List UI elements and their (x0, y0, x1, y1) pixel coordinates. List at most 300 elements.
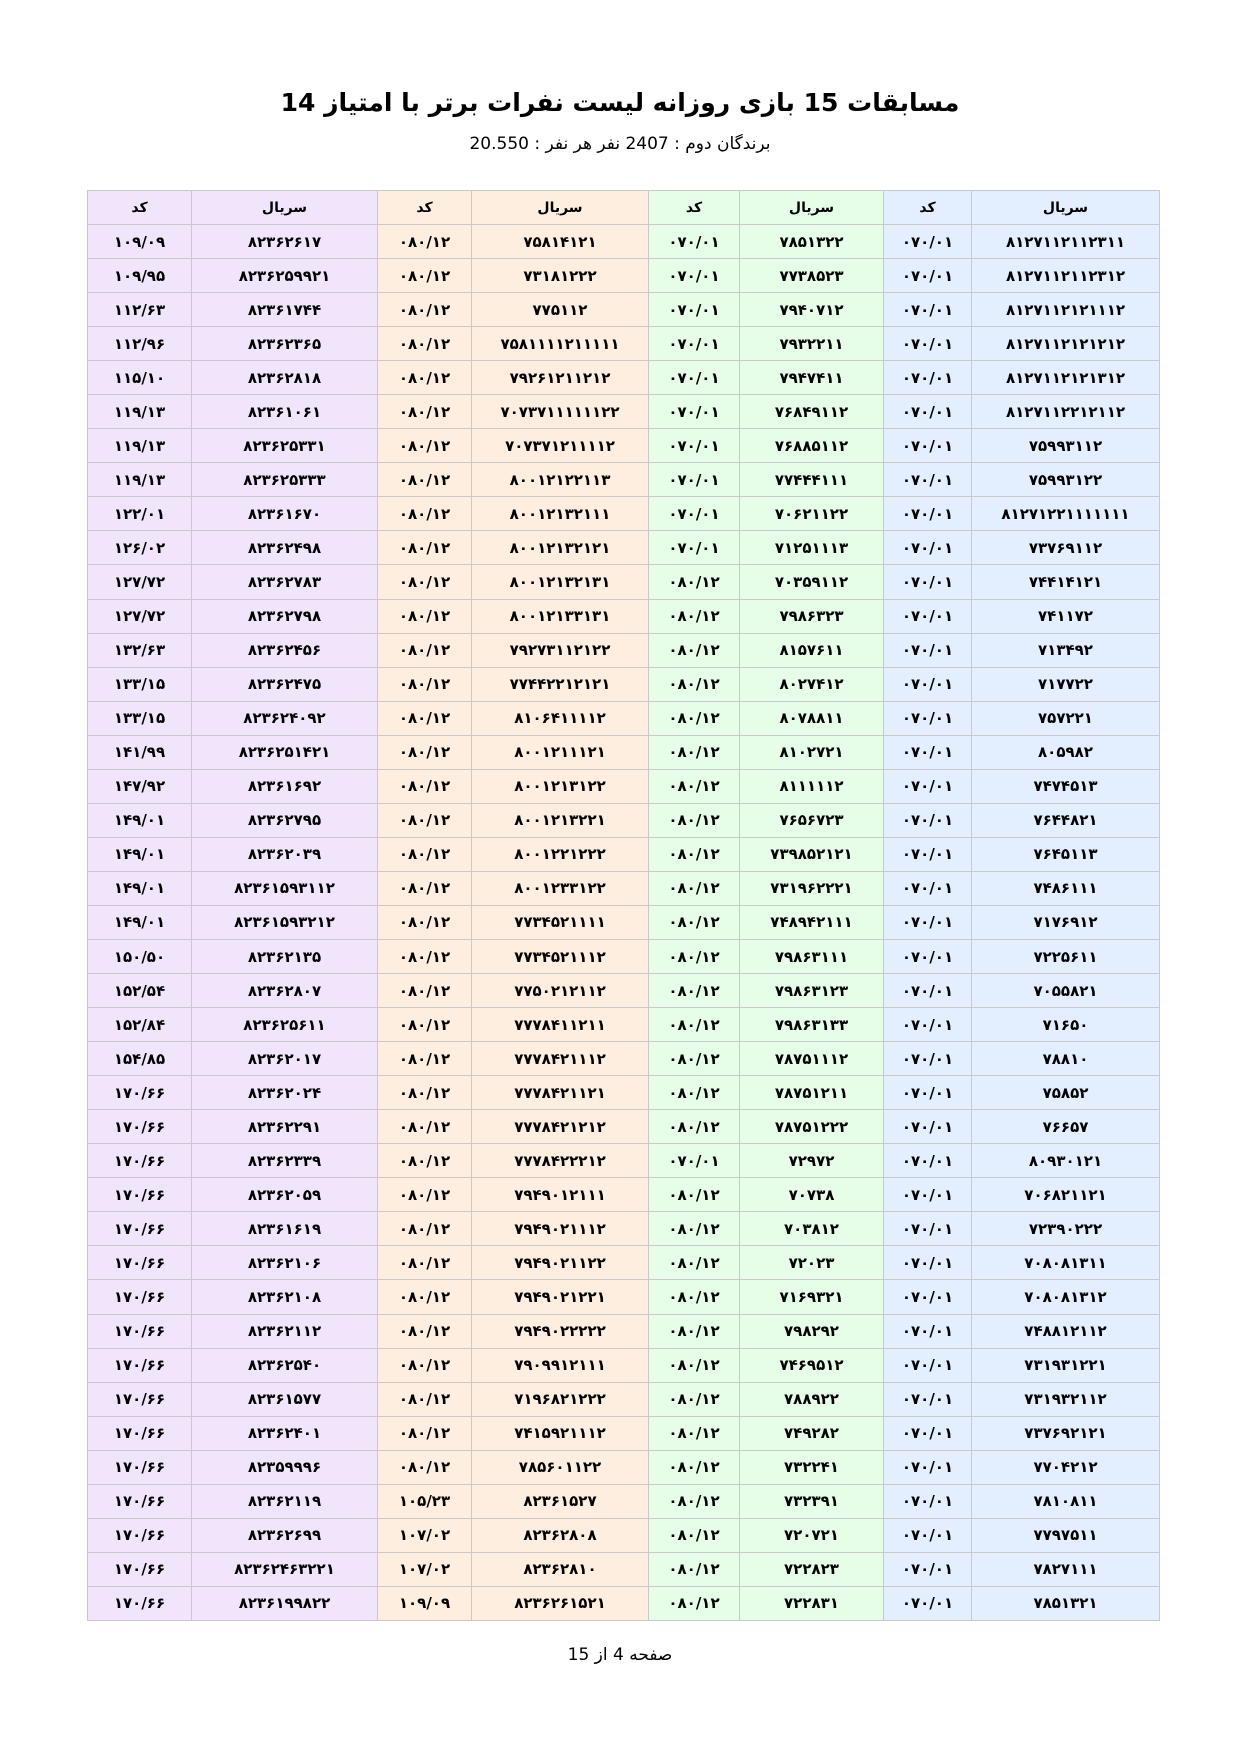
code-cell: ۰۸۰/۱۲ (378, 1042, 472, 1076)
table-row (88, 1042, 1160, 1076)
code-cell: ۰۸۰/۱۲ (649, 1008, 740, 1042)
code-cell: ۰۷۰/۰۱ (884, 1076, 972, 1110)
code-cell: ۰۷۰/۰۱ (649, 327, 740, 361)
code-cell: ۱۷۰/۶۶ (88, 1110, 192, 1144)
code-cell: ۰۸۰/۱۲ (378, 1178, 472, 1212)
serial-cell: ۷۳۲۳۹۱ (740, 1484, 884, 1518)
code-cell: ۰۸۰/۱۲ (649, 1348, 740, 1382)
serial-cell: ۸۲۳۶۲۰۲۴ (192, 1076, 378, 1110)
serial-cell: ۸۲۳۶۲۲۹۱ (192, 1110, 378, 1144)
code-cell: ۰۷۰/۰۱ (649, 1144, 740, 1178)
serial-cell: ۸۲۳۶۲۱۱۹ (192, 1484, 378, 1518)
code-cell: ۱۲۶/۰۲ (88, 531, 192, 565)
code-cell: ۰۸۰/۱۲ (378, 1212, 472, 1246)
serial-cell: ۷۹۸۶۳۱۳۳ (740, 1008, 884, 1042)
serial-cell: ۷۰۷۳۸ (740, 1178, 884, 1212)
table-row (88, 633, 1160, 667)
serial-cell: ۷۵۷۲۲۱ (972, 701, 1160, 735)
code-cell: ۱۲۷/۷۲ (88, 599, 192, 633)
serial-cell: ۸۲۳۶۲۴۹۸ (192, 531, 378, 565)
code-cell: ۱۱۹/۱۳ (88, 395, 192, 429)
code-cell: ۱۴۷/۹۲ (88, 769, 192, 803)
serial-cell: ۸۲۳۶۱۶۹۲ (192, 769, 378, 803)
code-cell: ۰۸۰/۱۲ (649, 667, 740, 701)
code-cell: ۱۳۳/۱۵ (88, 701, 192, 735)
serial-cell: ۷۵۹۹۳۱۱۲ (972, 429, 1160, 463)
table-row (88, 225, 1160, 259)
code-cell: ۰۷۰/۰۱ (649, 395, 740, 429)
serial-cell: ۷۰۸۰۸۱۳۱۱ (972, 1246, 1160, 1280)
table-row (88, 837, 1160, 871)
table-row (88, 1348, 1160, 1382)
code-cell: ۰۷۰/۰۱ (649, 225, 740, 259)
code-cell: ۰۷۰/۰۱ (649, 497, 740, 531)
table-row (88, 1178, 1160, 1212)
code-cell: ۱۷۰/۶۶ (88, 1382, 192, 1416)
column-header-serial: سریال (740, 191, 884, 225)
code-cell: ۰۷۰/۰۱ (884, 327, 972, 361)
code-cell: ۰۷۰/۰۱ (884, 871, 972, 905)
serial-cell: ۸۲۳۶۱۵۹۳۱۱۲ (192, 871, 378, 905)
code-cell: ۰۸۰/۱۲ (649, 1552, 740, 1586)
code-cell: ۰۸۰/۱۲ (378, 701, 472, 735)
code-cell: ۱۴۹/۰۱ (88, 803, 192, 837)
serial-cell: ۷۹۰۹۹۱۲۱۱۱ (472, 1348, 649, 1382)
table-row (88, 429, 1160, 463)
code-cell: ۱۷۰/۶۶ (88, 1552, 192, 1586)
code-cell: ۰۷۰/۰۱ (884, 1042, 972, 1076)
code-cell: ۰۷۰/۰۱ (884, 599, 972, 633)
code-cell: ۱۵۴/۸۵ (88, 1042, 192, 1076)
serial-cell: ۸۰۰۱۲۱۳۲۱۳۱ (472, 565, 649, 599)
serial-cell: ۷۹۸۶۳۱۲۳ (740, 974, 884, 1008)
serial-cell: ۸۰۵۹۸۲ (972, 735, 1160, 769)
serial-cell: ۷۸۲۷۱۱۱ (972, 1552, 1160, 1586)
code-cell: ۱۱۹/۱۳ (88, 429, 192, 463)
code-cell: ۰۸۰/۱۲ (649, 1518, 740, 1552)
serial-cell: ۸۲۳۶۱۶۷۰ (192, 497, 378, 531)
serial-cell: ۷۸۸۹۲۲ (740, 1382, 884, 1416)
serial-cell: ۷۰۶۸۲۱۱۲۱ (972, 1178, 1160, 1212)
code-cell: ۰۷۰/۰۱ (884, 429, 972, 463)
code-cell: ۰۷۰/۰۱ (884, 1348, 972, 1382)
table-row (88, 1246, 1160, 1280)
code-cell: ۱۴۹/۰۱ (88, 871, 192, 905)
serial-cell: ۸۲۳۶۱۵۹۳۲۱۲ (192, 905, 378, 939)
table-row (88, 1416, 1160, 1450)
serial-cell: ۸۱۲۷۱۱۲۱۲۱۳۱۲ (972, 361, 1160, 395)
code-cell: ۰۸۰/۱۲ (378, 769, 472, 803)
code-cell: ۰۸۰/۱۲ (649, 1212, 740, 1246)
code-cell: ۰۸۰/۱۲ (378, 803, 472, 837)
code-cell: ۰۸۰/۱۲ (649, 974, 740, 1008)
code-cell: ۰۷۰/۰۱ (884, 1518, 972, 1552)
table-row (88, 327, 1160, 361)
column-header-code: کد (88, 191, 192, 225)
code-cell: ۱۰۹/۰۹ (88, 225, 192, 259)
code-cell: ۰۸۰/۱۲ (649, 1450, 740, 1484)
code-cell: ۰۸۰/۱۲ (378, 293, 472, 327)
code-cell: ۱۷۰/۶۶ (88, 1144, 192, 1178)
serial-cell: ۷۷۷۸۴۲۲۲۱۲ (472, 1144, 649, 1178)
code-cell: ۰۷۰/۰۱ (884, 939, 972, 973)
serial-cell: ۸۲۳۶۲۴۶۳۲۲۱ (192, 1552, 378, 1586)
serial-cell: ۸۲۳۶۲۴۰۱ (192, 1416, 378, 1450)
code-cell: ۰۸۰/۱۲ (378, 259, 472, 293)
table-row (88, 361, 1160, 395)
serial-cell: ۷۷۴۴۲۲۱۲۱۲۱ (472, 667, 649, 701)
table-row (88, 1484, 1160, 1518)
serial-cell: ۸۲۳۶۲۴۷۵ (192, 667, 378, 701)
page-subtitle: برندگان دوم : 2407 نفر هر نفر : 20.550 (469, 134, 771, 154)
table-row (88, 1586, 1160, 1620)
code-cell: ۰۷۰/۰۱ (649, 259, 740, 293)
serial-cell: ۸۲۳۶۲۵۴۰ (192, 1348, 378, 1382)
code-cell: ۰۷۰/۰۱ (884, 1314, 972, 1348)
code-cell: ۰۸۰/۱۲ (378, 225, 472, 259)
code-cell: ۰۸۰/۱۲ (378, 735, 472, 769)
code-cell: ۰۸۰/۱۲ (649, 939, 740, 973)
code-cell: ۰۸۰/۱۲ (378, 633, 472, 667)
serial-cell: ۷۷۳۴۵۲۱۱۱۱ (472, 905, 649, 939)
page-number: صفحه 4 از 15 (567, 1645, 673, 1665)
code-cell: ۰۷۰/۰۱ (884, 633, 972, 667)
serial-cell: ۷۹۸۶۳۲۳ (740, 599, 884, 633)
code-cell: ۰۸۰/۱۲ (378, 463, 472, 497)
serial-cell: ۷۶۸۴۹۱۱۲ (740, 395, 884, 429)
serial-cell: ۸۲۳۶۲۰۱۷ (192, 1042, 378, 1076)
serial-cell: ۸۲۳۶۲۶۱۷ (192, 225, 378, 259)
code-cell: ۰۷۰/۰۱ (649, 293, 740, 327)
serial-cell: ۷۸۵۶۰۱۱۲۲ (472, 1450, 649, 1484)
serial-cell: ۷۰۷۳۷۱۱۱۱۱۱۲۲ (472, 395, 649, 429)
serial-cell: ۸۲۳۶۱۹۹۸۲۲ (192, 1586, 378, 1620)
serial-cell: ۸۱۲۷۱۱۲۱۱۲۳۱۲ (972, 259, 1160, 293)
table-row (88, 939, 1160, 973)
serial-cell: ۷۸۸۱۰ (972, 1042, 1160, 1076)
code-cell: ۰۸۰/۱۲ (378, 1144, 472, 1178)
code-cell: ۰۸۰/۱۲ (378, 531, 472, 565)
code-cell: ۰۷۰/۰۱ (884, 565, 972, 599)
serial-cell: ۷۹۴۹۰۲۲۲۲۲ (472, 1314, 649, 1348)
code-cell: ۰۸۰/۱۲ (378, 871, 472, 905)
serial-cell: ۷۴۶۹۵۱۲ (740, 1348, 884, 1382)
code-cell: ۱۰۷/۰۲ (378, 1518, 472, 1552)
serial-cell: ۷۹۸۲۹۲ (740, 1314, 884, 1348)
code-cell: ۰۷۰/۰۱ (649, 463, 740, 497)
code-cell: ۱۷۰/۶۶ (88, 1076, 192, 1110)
serial-cell: ۷۷۹۷۵۱۱ (972, 1518, 1160, 1552)
serial-cell: ۷۹۳۲۲۱۱ (740, 327, 884, 361)
code-cell: ۱۱۹/۱۳ (88, 463, 192, 497)
serial-cell: ۷۴۸۶۱۱۱ (972, 871, 1160, 905)
serial-cell: ۷۶۴۴۸۲۱ (972, 803, 1160, 837)
serial-cell: ۷۲۲۸۳۱ (740, 1586, 884, 1620)
table-row (88, 1450, 1160, 1484)
serial-cell: ۸۱۲۷۱۱۲۱۲۱۱۱۲ (972, 293, 1160, 327)
table-row (88, 769, 1160, 803)
code-cell: ۰۸۰/۱۲ (649, 905, 740, 939)
code-cell: ۰۸۰/۱۲ (378, 565, 472, 599)
code-cell: ۰۸۰/۱۲ (378, 667, 472, 701)
serial-cell: ۸۲۳۶۲۰۳۹ (192, 837, 378, 871)
code-cell: ۰۷۰/۰۱ (884, 735, 972, 769)
code-cell: ۰۷۰/۰۱ (884, 1246, 972, 1280)
serial-cell: ۷۹۲۷۳۱۱۲۱۲۲ (472, 633, 649, 667)
serial-cell: ۸۲۳۶۲۵۹۹۲۱ (192, 259, 378, 293)
table-body (88, 225, 1160, 1621)
column-header-serial: سریال (972, 191, 1160, 225)
code-cell: ۰۷۰/۰۱ (884, 1008, 972, 1042)
code-cell: ۰۸۰/۱۲ (378, 1110, 472, 1144)
table-row (88, 1314, 1160, 1348)
serial-cell: ۸۰۲۷۴۱۲ (740, 667, 884, 701)
serial-cell: ۷۵۹۹۳۱۲۲ (972, 463, 1160, 497)
serial-cell: ۸۰۰۱۲۳۳۱۲۲ (472, 871, 649, 905)
serial-cell: ۸۲۳۶۲۴۰۹۲ (192, 701, 378, 735)
serial-cell: ۷۳۲۲۴۱ (740, 1450, 884, 1484)
code-cell: ۱۱۲/۶۳ (88, 293, 192, 327)
serial-cell: ۷۸۱۰۸۱۱ (972, 1484, 1160, 1518)
serial-cell: ۷۷۳۸۵۲۳ (740, 259, 884, 293)
serial-cell: ۷۹۴۹۰۲۱۱۲۲ (472, 1246, 649, 1280)
code-cell: ۰۸۰/۱۲ (378, 905, 472, 939)
column-header-serial: سریال (472, 191, 649, 225)
serial-cell: ۸۲۳۶۲۶۱۵۲۱ (472, 1586, 649, 1620)
serial-cell: ۷۹۸۶۳۱۱۱ (740, 939, 884, 973)
code-cell: ۱۴۱/۹۹ (88, 735, 192, 769)
code-cell: ۰۸۰/۱۲ (378, 361, 472, 395)
serial-cell: ۸۲۳۶۲۵۶۱۱ (192, 1008, 378, 1042)
code-cell: ۰۸۰/۱۲ (378, 429, 472, 463)
serial-cell: ۷۳۱۸۱۲۲۲ (472, 259, 649, 293)
serial-cell: ۷۳۱۹۶۲۲۲۱ (740, 871, 884, 905)
serial-cell: ۷۶۶۵۷ (972, 1110, 1160, 1144)
serial-cell: ۷۳۱۹۳۱۲۲۱ (972, 1348, 1160, 1382)
serial-cell: ۷۰۸۰۸۱۳۱۲ (972, 1280, 1160, 1314)
serial-cell: ۸۱۲۷۱۱۲۱۱۲۳۱۱ (972, 225, 1160, 259)
code-cell: ۰۸۰/۱۲ (649, 565, 740, 599)
code-cell: ۰۸۰/۱۲ (649, 1314, 740, 1348)
code-cell: ۰۷۰/۰۱ (649, 531, 740, 565)
code-cell: ۰۷۰/۰۱ (884, 905, 972, 939)
code-cell: ۰۸۰/۱۲ (378, 1314, 472, 1348)
serial-cell: ۷۰۶۲۱۱۲۲ (740, 497, 884, 531)
table-row (88, 1144, 1160, 1178)
serial-cell: ۷۲۲۸۲۳ (740, 1552, 884, 1586)
code-cell: ۱۱۲/۹۶ (88, 327, 192, 361)
serial-cell: ۷۷۷۸۴۲۱۱۲۱ (472, 1076, 649, 1110)
code-cell: ۱۰۷/۰۲ (378, 1552, 472, 1586)
code-cell: ۱۷۰/۶۶ (88, 1314, 192, 1348)
code-cell: ۰۸۰/۱۲ (649, 1110, 740, 1144)
serial-cell: ۷۰۳۵۹۱۱۲ (740, 565, 884, 599)
serial-cell: ۷۹۴۹۰۲۱۱۱۲ (472, 1212, 649, 1246)
code-cell: ۱۵۰/۵۰ (88, 939, 192, 973)
code-cell: ۰۷۰/۰۱ (884, 1586, 972, 1620)
code-cell: ۱۰۹/۰۹ (378, 1586, 472, 1620)
serial-cell: ۸۲۳۶۲۵۳۳۱ (192, 429, 378, 463)
table-row (88, 531, 1160, 565)
serial-cell: ۸۲۳۶۲۳۶۵ (192, 327, 378, 361)
serial-cell: ۸۰۷۸۸۱۱ (740, 701, 884, 735)
serial-cell: ۸۰۰۱۲۱۱۱۲۱ (472, 735, 649, 769)
serial-cell: ۸۲۳۶۲۰۵۹ (192, 1178, 378, 1212)
code-cell: ۰۷۰/۰۱ (884, 701, 972, 735)
code-cell: ۱۵۲/۸۴ (88, 1008, 192, 1042)
code-cell: ۰۸۰/۱۲ (649, 871, 740, 905)
serial-cell: ۷۱۶۹۳۲۱ (740, 1280, 884, 1314)
table-row (88, 974, 1160, 1008)
code-cell: ۰۸۰/۱۲ (649, 1484, 740, 1518)
serial-cell: ۸۲۳۶۱۵۲۷ (472, 1484, 649, 1518)
serial-cell: ۸۲۳۶۲۵۱۴۲۱ (192, 735, 378, 769)
table-row (88, 565, 1160, 599)
table-row (88, 1212, 1160, 1246)
table-row (88, 1008, 1160, 1042)
code-cell: ۰۷۰/۰۱ (884, 1382, 972, 1416)
serial-cell: ۷۴۷۴۵۱۳ (972, 769, 1160, 803)
column-header-code: کد (649, 191, 740, 225)
code-cell: ۰۸۰/۱۲ (649, 701, 740, 735)
code-cell: ۱۰۹/۹۵ (88, 259, 192, 293)
serial-cell: ۸۲۳۶۲۷۹۵ (192, 803, 378, 837)
serial-cell: ۷۴۴۱۴۱۲۱ (972, 565, 1160, 599)
serial-cell: ۷۱۹۶۸۲۱۲۲۲ (472, 1382, 649, 1416)
serial-cell: ۸۲۳۶۲۴۵۶ (192, 633, 378, 667)
serial-cell: ۷۰۵۵۸۲۱ (972, 974, 1160, 1008)
serial-cell: ۸۲۳۶۱۵۷۷ (192, 1382, 378, 1416)
serial-cell: ۷۲۰۲۳ (740, 1246, 884, 1280)
code-cell: ۰۸۰/۱۲ (378, 1076, 472, 1110)
serial-cell: ۷۹۴۹۰۲۱۲۲۱ (472, 1280, 649, 1314)
serial-cell: ۸۲۳۶۱۰۶۱ (192, 395, 378, 429)
serial-cell: ۷۹۲۶۱۲۱۱۲۱۲ (472, 361, 649, 395)
code-cell: ۱۷۰/۶۶ (88, 1484, 192, 1518)
serial-cell: ۸۱۰۲۷۲۱ (740, 735, 884, 769)
column-header-code: کد (884, 191, 972, 225)
code-cell: ۱۷۰/۶۶ (88, 1586, 192, 1620)
serial-cell: ۷۲۹۷۲ (740, 1144, 884, 1178)
serial-cell: ۷۸۵۱۳۲۱ (972, 1586, 1160, 1620)
code-cell: ۰۷۰/۰۱ (649, 429, 740, 463)
table-row (88, 871, 1160, 905)
serial-cell: ۸۲۳۶۲۱۰۶ (192, 1246, 378, 1280)
serial-cell: ۷۴۸۸۱۲۱۱۲ (972, 1314, 1160, 1348)
serial-cell: ۸۲۳۶۲۶۹۹ (192, 1518, 378, 1552)
table-row (88, 293, 1160, 327)
code-cell: ۰۷۰/۰۱ (884, 837, 972, 871)
code-cell: ۱۷۰/۶۶ (88, 1348, 192, 1382)
serial-cell: ۸۰۰۱۲۱۳۱۲۲ (472, 769, 649, 803)
column-header-code: کد (378, 191, 472, 225)
table-row (88, 497, 1160, 531)
serial-cell: ۷۸۷۵۱۱۱۲ (740, 1042, 884, 1076)
serial-cell: ۷۳۱۹۳۲۱۱۲ (972, 1382, 1160, 1416)
serial-cell: ۸۲۳۶۲۳۳۹ (192, 1144, 378, 1178)
serial-cell: ۷۷۷۸۴۱۱۲۱۱ (472, 1008, 649, 1042)
code-cell: ۰۸۰/۱۲ (378, 837, 472, 871)
code-cell: ۰۸۰/۱۲ (649, 1416, 740, 1450)
table-header-row (88, 191, 1160, 225)
table-row (88, 1552, 1160, 1586)
serial-cell: ۷۶۵۶۷۲۳ (740, 803, 884, 837)
table-row (88, 735, 1160, 769)
code-cell: ۱۷۰/۶۶ (88, 1212, 192, 1246)
serial-cell: ۸۰۰۱۲۲۱۲۲۲ (472, 837, 649, 871)
code-cell: ۱۱۵/۱۰ (88, 361, 192, 395)
serial-cell: ۷۷۷۸۴۲۱۲۱۲ (472, 1110, 649, 1144)
code-cell: ۰۷۰/۰۱ (884, 395, 972, 429)
code-cell: ۰۸۰/۱۲ (649, 1586, 740, 1620)
serial-cell: ۸۰۰۱۲۱۳۲۱۲۱ (472, 531, 649, 565)
serial-cell: ۸۰۹۳۰۱۲۱ (972, 1144, 1160, 1178)
code-cell: ۱۷۰/۶۶ (88, 1518, 192, 1552)
serial-cell: ۷۱۳۴۹۲ (972, 633, 1160, 667)
serial-cell: ۸۲۳۶۲۱۱۲ (192, 1314, 378, 1348)
code-cell: ۰۷۰/۰۱ (884, 1416, 972, 1450)
code-cell: ۰۷۰/۰۱ (649, 361, 740, 395)
code-cell: ۱۲۲/۰۱ (88, 497, 192, 531)
code-cell: ۰۸۰/۱۲ (378, 599, 472, 633)
table-row (88, 905, 1160, 939)
code-cell: ۰۷۰/۰۱ (884, 974, 972, 1008)
code-cell: ۰۷۰/۰۱ (884, 803, 972, 837)
serial-cell: ۸۲۳۶۲۱۰۸ (192, 1280, 378, 1314)
serial-cell: ۸۲۳۶۲۸۱۰ (472, 1552, 649, 1586)
code-cell: ۰۸۰/۱۲ (649, 633, 740, 667)
serial-cell: ۷۳۷۶۹۲۱۲۱ (972, 1416, 1160, 1450)
serial-cell: ۷۶۸۸۵۱۱۲ (740, 429, 884, 463)
serial-cell: ۷۱۲۵۱۱۱۳ (740, 531, 884, 565)
serial-cell: ۸۰۰۱۲۱۲۲۱۱۳ (472, 463, 649, 497)
winners-table-container (87, 190, 1159, 1621)
serial-cell: ۷۰۳۸۱۲ (740, 1212, 884, 1246)
serial-cell: ۸۲۳۶۲۷۸۳ (192, 565, 378, 599)
code-cell: ۰۸۰/۱۲ (649, 1280, 740, 1314)
winners-table (87, 190, 1160, 1621)
serial-cell: ۷۰۷۳۷۱۲۱۱۱۱۲ (472, 429, 649, 463)
code-cell: ۰۸۰/۱۲ (649, 1042, 740, 1076)
serial-cell: ۷۸۷۵۱۲۲۲ (740, 1110, 884, 1144)
code-cell: ۰۷۰/۰۱ (884, 293, 972, 327)
code-cell: ۰۸۰/۱۲ (378, 497, 472, 531)
serial-cell: ۷۲۲۵۶۱۱ (972, 939, 1160, 973)
code-cell: ۰۷۰/۰۱ (884, 531, 972, 565)
serial-cell: ۸۲۳۶۱۷۴۴ (192, 293, 378, 327)
serial-cell: ۸۱۰۶۴۱۱۱۱۲ (472, 701, 649, 735)
serial-cell: ۷۸۵۱۳۲۲ (740, 225, 884, 259)
code-cell: ۱۵۲/۵۴ (88, 974, 192, 1008)
code-cell: ۰۸۰/۱۲ (378, 939, 472, 973)
code-cell: ۰۷۰/۰۱ (884, 1484, 972, 1518)
serial-cell: ۷۶۴۵۱۱۳ (972, 837, 1160, 871)
serial-cell: ۸۱۱۱۱۱۲ (740, 769, 884, 803)
code-cell: ۰۸۰/۱۲ (378, 395, 472, 429)
serial-cell: ۷۵۸۱۱۱۱۲۱۱۱۱۱ (472, 327, 649, 361)
serial-cell: ۸۰۰۱۲۱۳۲۱۱۱ (472, 497, 649, 531)
serial-cell: ۸۰۰۱۲۱۳۲۲۱ (472, 803, 649, 837)
serial-cell: ۸۱۵۷۶۱۱ (740, 633, 884, 667)
code-cell: ۱۰۵/۲۳ (378, 1484, 472, 1518)
code-cell: ۱۳۳/۱۵ (88, 667, 192, 701)
serial-cell: ۷۷۳۴۵۲۱۱۱۲ (472, 939, 649, 973)
code-cell: ۰۷۰/۰۱ (884, 769, 972, 803)
serial-cell: ۷۹۴۹۰۱۲۱۱۱ (472, 1178, 649, 1212)
serial-cell: ۷۴۸۹۴۲۱۱۱ (740, 905, 884, 939)
serial-cell: ۸۲۳۶۲۸۰۷ (192, 974, 378, 1008)
code-cell: ۰۸۰/۱۲ (378, 1280, 472, 1314)
